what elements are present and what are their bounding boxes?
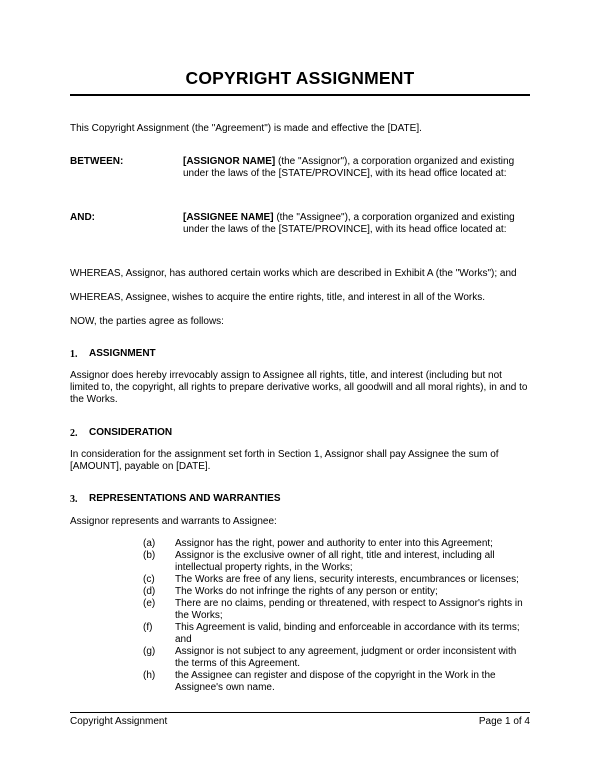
- document-title: COPYRIGHT ASSIGNMENT: [185, 68, 415, 88]
- section-1-title: ASSIGNMENT: [89, 348, 156, 359]
- warranty-d-label: (d): [143, 586, 156, 597]
- warranty-f-label: (f): [143, 622, 153, 633]
- warranty-b-label: (b): [143, 550, 156, 561]
- warranty-f-text: This Agreement is valid, binding and enforceable in accordance with its terms; and: [175, 622, 520, 645]
- now-paragraph: NOW, the parties agree as follows:: [70, 316, 224, 327]
- title-divider: [70, 94, 530, 96]
- warranty-b-text: Assignor is the exclusive owner of all right, title and interest, including all intellectual property rights, in the Works;: [175, 550, 495, 573]
- assignor-party: [183, 156, 530, 180]
- whereas-paragraph-1: WHEREAS, Assignor, has authored certain works which are described in Exhibit A (the "Works"); and: [70, 268, 517, 279]
- assignor-description: (the "Assignor"), a corporation organized and existing under the laws of the [STATE/PROVINCE], with its head office located at:: [183, 156, 515, 179]
- section-3-title: REPRESENTATIONS AND WARRANTIES: [89, 493, 281, 504]
- and-label: AND:: [70, 212, 95, 223]
- warranty-g-text: Assignor is not subject to any agreement, judgment or order inconsistent with the terms of this Agreement.: [175, 646, 517, 669]
- intro-paragraph: This Copyright Assignment (the "Agreement") is made and effective the [DATE].: [70, 123, 422, 134]
- section-2-title: CONSIDERATION: [89, 427, 173, 438]
- warranty-a-text: Assignor has the right, power and authority to enter into this Agreement;: [175, 538, 493, 549]
- footer-divider: [70, 712, 530, 713]
- section-1-number: 1.: [70, 349, 78, 360]
- footer-document-name: Copyright Assignment: [70, 716, 168, 727]
- warranty-d-text: The Works do not infringe the rights of any person or entity;: [175, 586, 438, 597]
- warranty-c-text: The Works are free of any liens, security interests, encumbrances or licenses;: [175, 574, 519, 585]
- whereas-paragraph-2: WHEREAS, Assignee, wishes to acquire the entire rights, title, and interest in all of the Works.: [70, 292, 486, 303]
- warranty-a-label: (a): [143, 538, 156, 549]
- warranty-e-text: There are no claims, pending or threatened, with respect to Assignor's rights in the Works;: [175, 598, 523, 621]
- warranty-h-text: the Assignee can register and dispose of the copyright in the Work in the Assignee's own name.: [175, 670, 496, 693]
- section-3-number: 3.: [70, 494, 78, 505]
- assignee-description: (the "Assignee"), a corporation organized and existing under the laws of the [STATE/PROVINCE], with its head office located at:: [183, 212, 515, 235]
- warranty-c-label: (c): [143, 574, 155, 585]
- assignee-party: [183, 212, 530, 236]
- assignee-name: [ASSIGNEE NAME]: [183, 212, 274, 223]
- warranty-e-label: (e): [143, 598, 156, 609]
- section-1-body: Assignor does hereby irrevocably assign to Assignee all rights, title, and interest (including but not limited to, the copyright, all rights to prepare derivative works, all goodwill and all moral rights), in and to the Works.: [70, 370, 528, 405]
- footer-page-number: Page 1 of 4: [478, 716, 530, 727]
- assignor-name: [ASSIGNOR NAME]: [183, 156, 276, 167]
- section-2-body: In consideration for the assignment set forth in Section 1, Assignor shall pay Assignee the sum of [AMOUNT], payable on [DATE].: [70, 449, 499, 472]
- warranty-h-label: (h): [143, 670, 156, 681]
- section-2-number: 2.: [70, 428, 78, 439]
- warranty-g-label: (g): [143, 646, 156, 657]
- between-label: BETWEEN:: [70, 156, 124, 167]
- section-3-body: Assignor represents and warrants to Assignee:: [70, 516, 277, 527]
